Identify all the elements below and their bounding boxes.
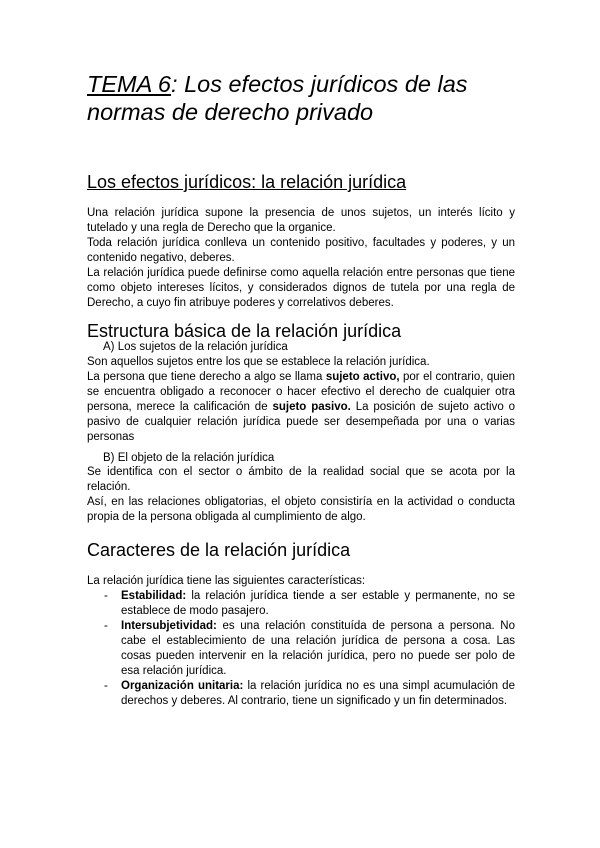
list-item-text: la relación jurídica tiende a ser estable y permanente, no se establece de modo pasajero.: [121, 590, 515, 617]
subheading-objeto: B) El objeto de la relación jurídica: [103, 452, 275, 464]
list-dash: -: [104, 590, 108, 602]
caracteres-list: [87, 589, 515, 709]
list-item-text: la relación jurídica no es una simpl acumulación de derechos y deberes. Al contrario, tiene un significado y un fin determinados.: [121, 680, 515, 707]
text-run: por el contrario, quien se encuentra obligado a reconocer o hacer efectivo el derecho de cualquier otra persona, merece la calificación de: [87, 371, 515, 413]
section-heading-estructura: Estructura básica de la relación jurídica: [87, 321, 402, 341]
title-rest: : Los efectos jurídicos de las normas de derecho privado: [87, 71, 468, 125]
section-objeto-body: [87, 465, 515, 525]
paragraph: Se identifica con el sector o ámbito de la realidad social que se acota por la relación.: [87, 466, 515, 493]
list-item-term: Organización unitaria:: [121, 680, 244, 692]
section-heading-caracteres: Caracteres de la relación jurídica: [87, 540, 351, 560]
section-sujetos-body: [87, 355, 515, 445]
list-item-term: Estabilidad:: [121, 590, 187, 602]
list-item-term: Intersubjetividad:: [121, 620, 217, 632]
term-sujeto-pasivo: sujeto pasivo.: [272, 401, 351, 413]
text-run: La posición de sujeto activo o pasivo de cualquier relación jurídica puede ser desempeñada por una o varias personas: [87, 401, 515, 443]
paragraph: Una relación jurídica supone la presencia de unos sujetos, un interés lícito y tutelado y una regla de Derecho que la organice.: [87, 207, 515, 234]
section-efectos-body: [87, 206, 515, 311]
list-item: [87, 619, 515, 679]
term-sujeto-activo: sujeto activo,: [325, 371, 400, 383]
list-item: [87, 589, 515, 619]
list-item-text: es una relación constituída de persona a persona. No cabe el establecimiento de una relación jurídica de persona a cosa. Las cosas pueden intervenir en la relación jurídica, pero no puede ser polo de esa relación jurídica.: [121, 620, 515, 677]
section-heading-efectos: Los efectos jurídicos: la relación jurídica: [87, 172, 407, 192]
paragraph: Son aquellos sujetos entre los que se establece la relación jurídica.: [87, 356, 430, 368]
paragraph: Toda relación jurídica conlleva un contenido positivo, facultades y poderes, y un contenido negativo, deberes.: [87, 237, 515, 264]
document-title: [87, 70, 517, 126]
caracteres-intro: La relación jurídica tiene las siguientes características:: [87, 575, 366, 587]
title-prefix: TEMA 6: [87, 71, 172, 97]
list-dash: -: [104, 680, 108, 692]
paragraph: La relación jurídica puede definirse como aquella relación entre personas que tiene como objeto intereses lícitos, y considerados dignos de tutela por una regla de Derecho, a cuyo fin atribuye poderes y correlativos deberes.: [87, 267, 515, 309]
text-run: La persona que tiene derecho a algo se llama: [87, 371, 326, 383]
paragraph: [87, 370, 515, 445]
list-item: [87, 679, 515, 709]
paragraph: Así, en las relaciones obligatorias, el objeto consistiría en la actividad o conducta propia de la persona obligada al cumplimiento de algo.: [87, 496, 515, 523]
subheading-sujetos: A) Los sujetos de la relación jurídica: [103, 341, 288, 353]
list-dash: -: [104, 620, 108, 632]
